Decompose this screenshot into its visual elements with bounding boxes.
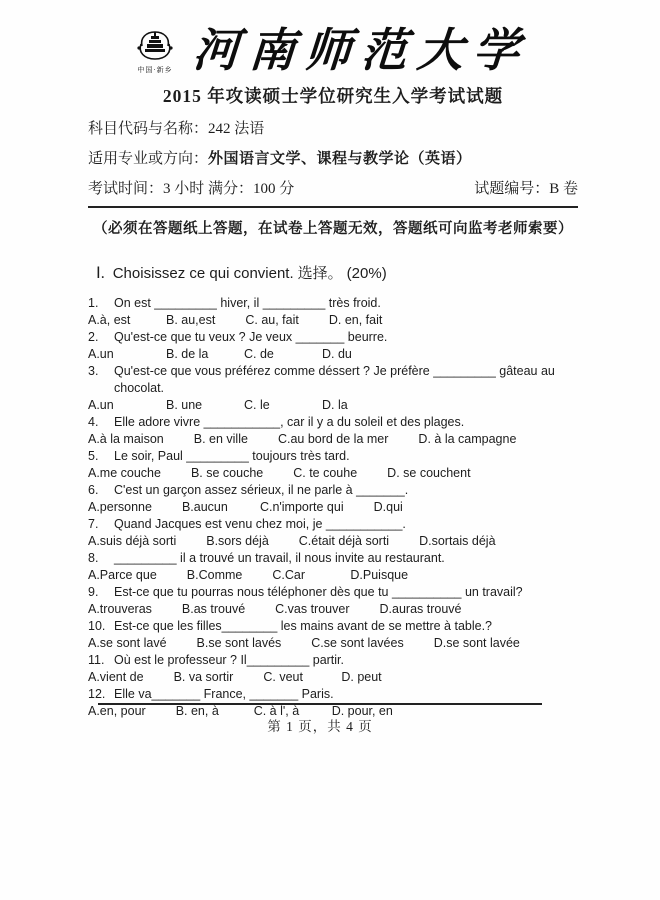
university-seal-icon [127,28,183,64]
question-number: 12. [88,686,106,701]
question-item [88,652,578,686]
question-text: Qu'est-ce que tu veux ? Je veux _______ beurre. [114,329,388,344]
option: B.aucun [181,499,228,514]
option: C. veut [263,669,303,684]
option: C.au bord de la mer [277,431,389,446]
question-number: 10. [88,618,106,633]
question-text: On est _________ hiver, il _________ très froid. [114,295,381,310]
question-options [88,635,578,652]
question-text: Est-ce que les filles________ les mains avant de se mettre à table.? [114,618,492,633]
question-number: 1. [88,295,99,310]
question-options [88,499,578,516]
option: A.Parce que [88,567,157,582]
option: C.Car [272,567,306,582]
major-row [88,150,578,169]
university-brand [78,26,578,77]
question-line [88,652,578,669]
option: B. en, à [175,703,219,718]
option: D. pour, en [331,703,393,718]
option: D.se sont lavée [433,635,520,650]
option: A.me couche [88,465,161,480]
question-options [88,601,578,618]
section-heading [96,264,578,284]
major-label: 适用专业或方向： [88,150,209,167]
question-item [88,584,578,618]
option: B. va sortir [173,669,234,684]
question-text: Où est le professeur ? Il_________ partir. [114,652,345,667]
option: D.auras trouvé [379,601,462,616]
question-number: 11. [88,652,105,667]
major-value: 外国语言文学、课程与教学论（英语） [208,150,472,167]
question-item [88,363,578,414]
option: B.sors déjà [206,533,269,548]
question-item [88,295,578,329]
question-item [88,618,578,652]
question-number: 5. [88,448,99,463]
page-number: 第 1 页，共 4 页 [267,719,373,734]
question-line [88,363,578,397]
question-line [88,329,578,346]
option: A.un [88,346,114,361]
option: B. une [166,397,203,412]
question-number: 2. [88,329,99,344]
option: A.trouveras [88,601,152,616]
exam-info [88,120,578,199]
question-item [88,448,578,482]
question-number: 4. [88,414,99,429]
question-item [88,550,578,584]
question-options [88,312,578,329]
question-text: _________ il a trouvé un travail, il nous invite au restaurant. [114,550,445,565]
option: A.vient de [88,669,144,684]
option: A.à, est [88,312,131,327]
option: D. en, fait [328,312,383,327]
option: B.se sont lavés [196,635,282,650]
section-heading-chinese: 选择。 [297,265,343,282]
question-text: Le soir, Paul _________ toujours très tard. [114,448,350,463]
option: A.personne [88,499,152,514]
option: C.vas trouver [275,601,350,616]
option: C. à l', à [253,703,300,718]
question-text: Quand Jacques est venu chez moi, je ___________. [114,516,406,531]
question-options [88,669,578,686]
question-line [88,295,578,312]
university-name: 河南师范大学 [191,25,531,76]
subject-code-row: 科目代码与名称：242 法语 [88,120,265,137]
duration-text: 考试时间：3 小时 满分：100 分 [88,180,295,197]
question-text: Qu'est-ce que vous préférez comme déssert ? Je préfère _________ gâteau au chocolat. [114,363,555,395]
question-number: 6. [88,482,99,497]
option: B. en ville [193,431,248,446]
option: D. se couchent [387,465,471,480]
question-options [88,465,578,482]
question-line [88,482,578,499]
exam-title: 2015 年攻读硕士学位研究生入学考试试题 [162,85,504,106]
option: B. de la [166,346,209,361]
option: C. au, fait [245,312,299,327]
option: A.à la maison [88,431,164,446]
question-line [88,686,578,703]
question-item [88,516,578,550]
duration-row [88,180,578,199]
option: A.suis déjà sorti [88,533,177,548]
option: D.sortais déjà [419,533,496,548]
question-line [88,516,578,533]
option: A.se sont lavé [88,635,167,650]
question-number: 8. [88,550,99,565]
option: D. peut [341,669,382,684]
option: C. le [244,397,270,412]
question-line [88,448,578,465]
question-options [88,346,578,363]
question-line [88,584,578,601]
option: D. à la campagne [418,431,517,446]
question-line [88,618,578,635]
page-footer [98,703,542,735]
option: C.n'importe qui [259,499,344,514]
question-number: 7. [88,516,99,531]
section-heading-french: Choisissez ce qui convient. [112,264,294,282]
logo-caption: 中国·新乡 [137,65,173,74]
header-divider [88,206,578,208]
question-line [88,414,578,431]
option: B.Comme [186,567,243,582]
question-number: 3. [88,363,99,378]
question-text: Elle va_______ France, _______ Paris. [114,686,334,701]
question-options [88,431,578,448]
questions-list [88,295,578,720]
question-item [88,482,578,516]
option: A.en, pour [88,703,146,718]
question-text: Elle adore vivre ___________, car il y a du soleil et des plages. [114,414,465,429]
option: C. te couhe [293,465,358,480]
question-options [88,533,578,550]
answer-sheet-notice: （必须在答题纸上答题，在试卷上答题无效，答题纸可向监考老师索要） [93,220,573,237]
question-number: 9. [88,584,99,599]
question-line [88,550,578,567]
option: C.se sont lavées [311,635,404,650]
footer-divider [98,703,542,705]
option: D. du [322,346,352,361]
question-text: C'est un garçon assez sérieux, il ne parle à _______. [114,482,409,497]
option: B. au,est [166,312,216,327]
paper-code: 试题编号：B 卷 [474,180,578,197]
option: D.Puisque [350,567,409,582]
question-options [88,567,578,584]
question-options [88,397,578,414]
option: C. de [244,346,274,361]
question-text: Est-ce que tu pourras nous téléphoner dès que tu __________ un travail? [114,584,523,599]
section-score-weight: (20%) [346,264,387,282]
option: B. se couche [190,465,264,480]
question-item [88,329,578,363]
university-logo [127,28,183,75]
option: A.un [88,397,114,412]
section-roman-numeral: Ⅰ. [96,264,105,282]
question-item [88,414,578,448]
option: C.était déjà sorti [298,533,390,548]
option: D.qui [373,499,403,514]
option: B.as trouvé [181,601,246,616]
option: D. la [322,397,348,412]
